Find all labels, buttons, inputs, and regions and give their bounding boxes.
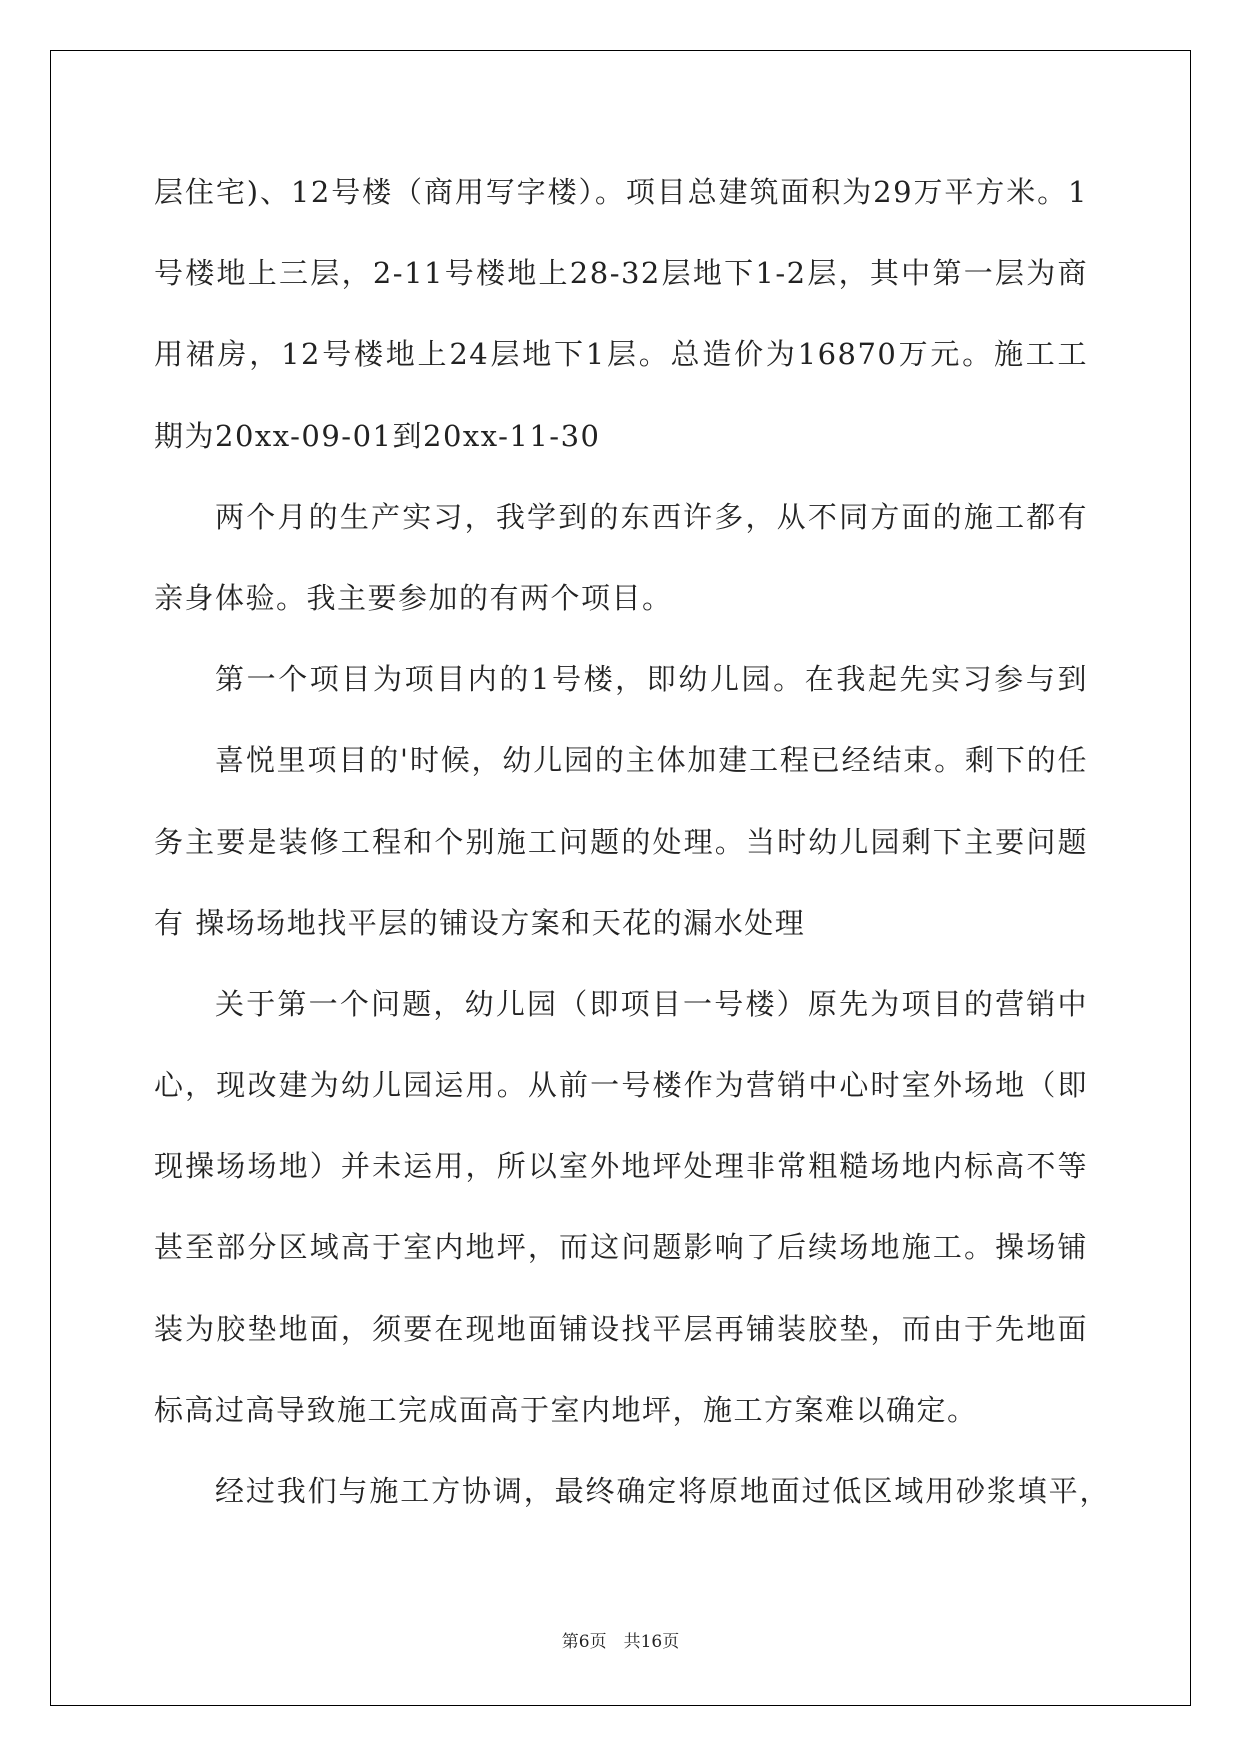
- text-line: 亲身体验。我主要参加的有两个项目。: [154, 580, 673, 615]
- page-footer: [0, 1630, 1241, 1654]
- text-line: 号楼地上三层，2-11号楼地上28-32层地下1-2层，其中第一层为商: [154, 256, 1088, 291]
- text-line: 甚至部分区域高于室内地坪，而这问题影响了后续场地施工。操场铺: [154, 1230, 1088, 1265]
- text-line: 经过我们与施工方协调，最终确定将原地面过低区域用砂浆填平，: [215, 1474, 1110, 1508]
- text-line: 有 操场场地找平层的铺设方案和天花的漏水处理: [154, 905, 806, 940]
- paragraph: [154, 1451, 1110, 1532]
- text-line: 标高过高导致施工完成面高于室内地坪，施工方案难以确定。: [154, 1392, 978, 1427]
- text-line: 用裙房，12号楼地上24层地下1层。总造价为16870万元。施工工: [154, 337, 1088, 372]
- text-line: 两个月的生产实习，我学到的东西许多，从不同方面的施工都有: [215, 499, 1088, 534]
- document-body: [154, 152, 1110, 1532]
- paragraph: [154, 152, 1088, 477]
- text-line: 关于第一个问题，幼儿园（即项目一号楼）原先为项目的营销中: [215, 986, 1088, 1021]
- text-line: 层住宅)、12号楼（商用写字楼）。项目总建筑面积为29万平方米。1: [154, 175, 1088, 209]
- paragraph: [154, 964, 1088, 1451]
- text-line: 务主要是装修工程和个别施工问题的处理。当时幼儿园剩下主要问题: [154, 824, 1088, 859]
- text-line: 心，现改建为幼儿园运用。从前一号楼作为营销中心时室外场地（即: [154, 1068, 1088, 1103]
- page-number-label: 第6页 共16页: [561, 1632, 680, 1652]
- text-line: 期为20xx-09-01到20xx-11-30: [154, 418, 601, 453]
- text-line: 装为胶垫地面，须要在现地面铺设找平层再铺装胶垫，而由于先地面: [154, 1311, 1088, 1346]
- paragraph: [154, 477, 1088, 639]
- text-line: 第一个项目为项目内的1号楼，即幼儿园。在我起先实习参与到: [215, 662, 1088, 697]
- paragraph: [154, 720, 1088, 964]
- text-line: 现操场场地）并未运用，所以室外地坪处理非常粗糙场地内标高不等: [154, 1149, 1088, 1184]
- paragraph: [154, 639, 1088, 720]
- text-line: 喜悦里项目的'时候，幼儿园的主体加建工程已经结束。剩下的任: [215, 743, 1088, 778]
